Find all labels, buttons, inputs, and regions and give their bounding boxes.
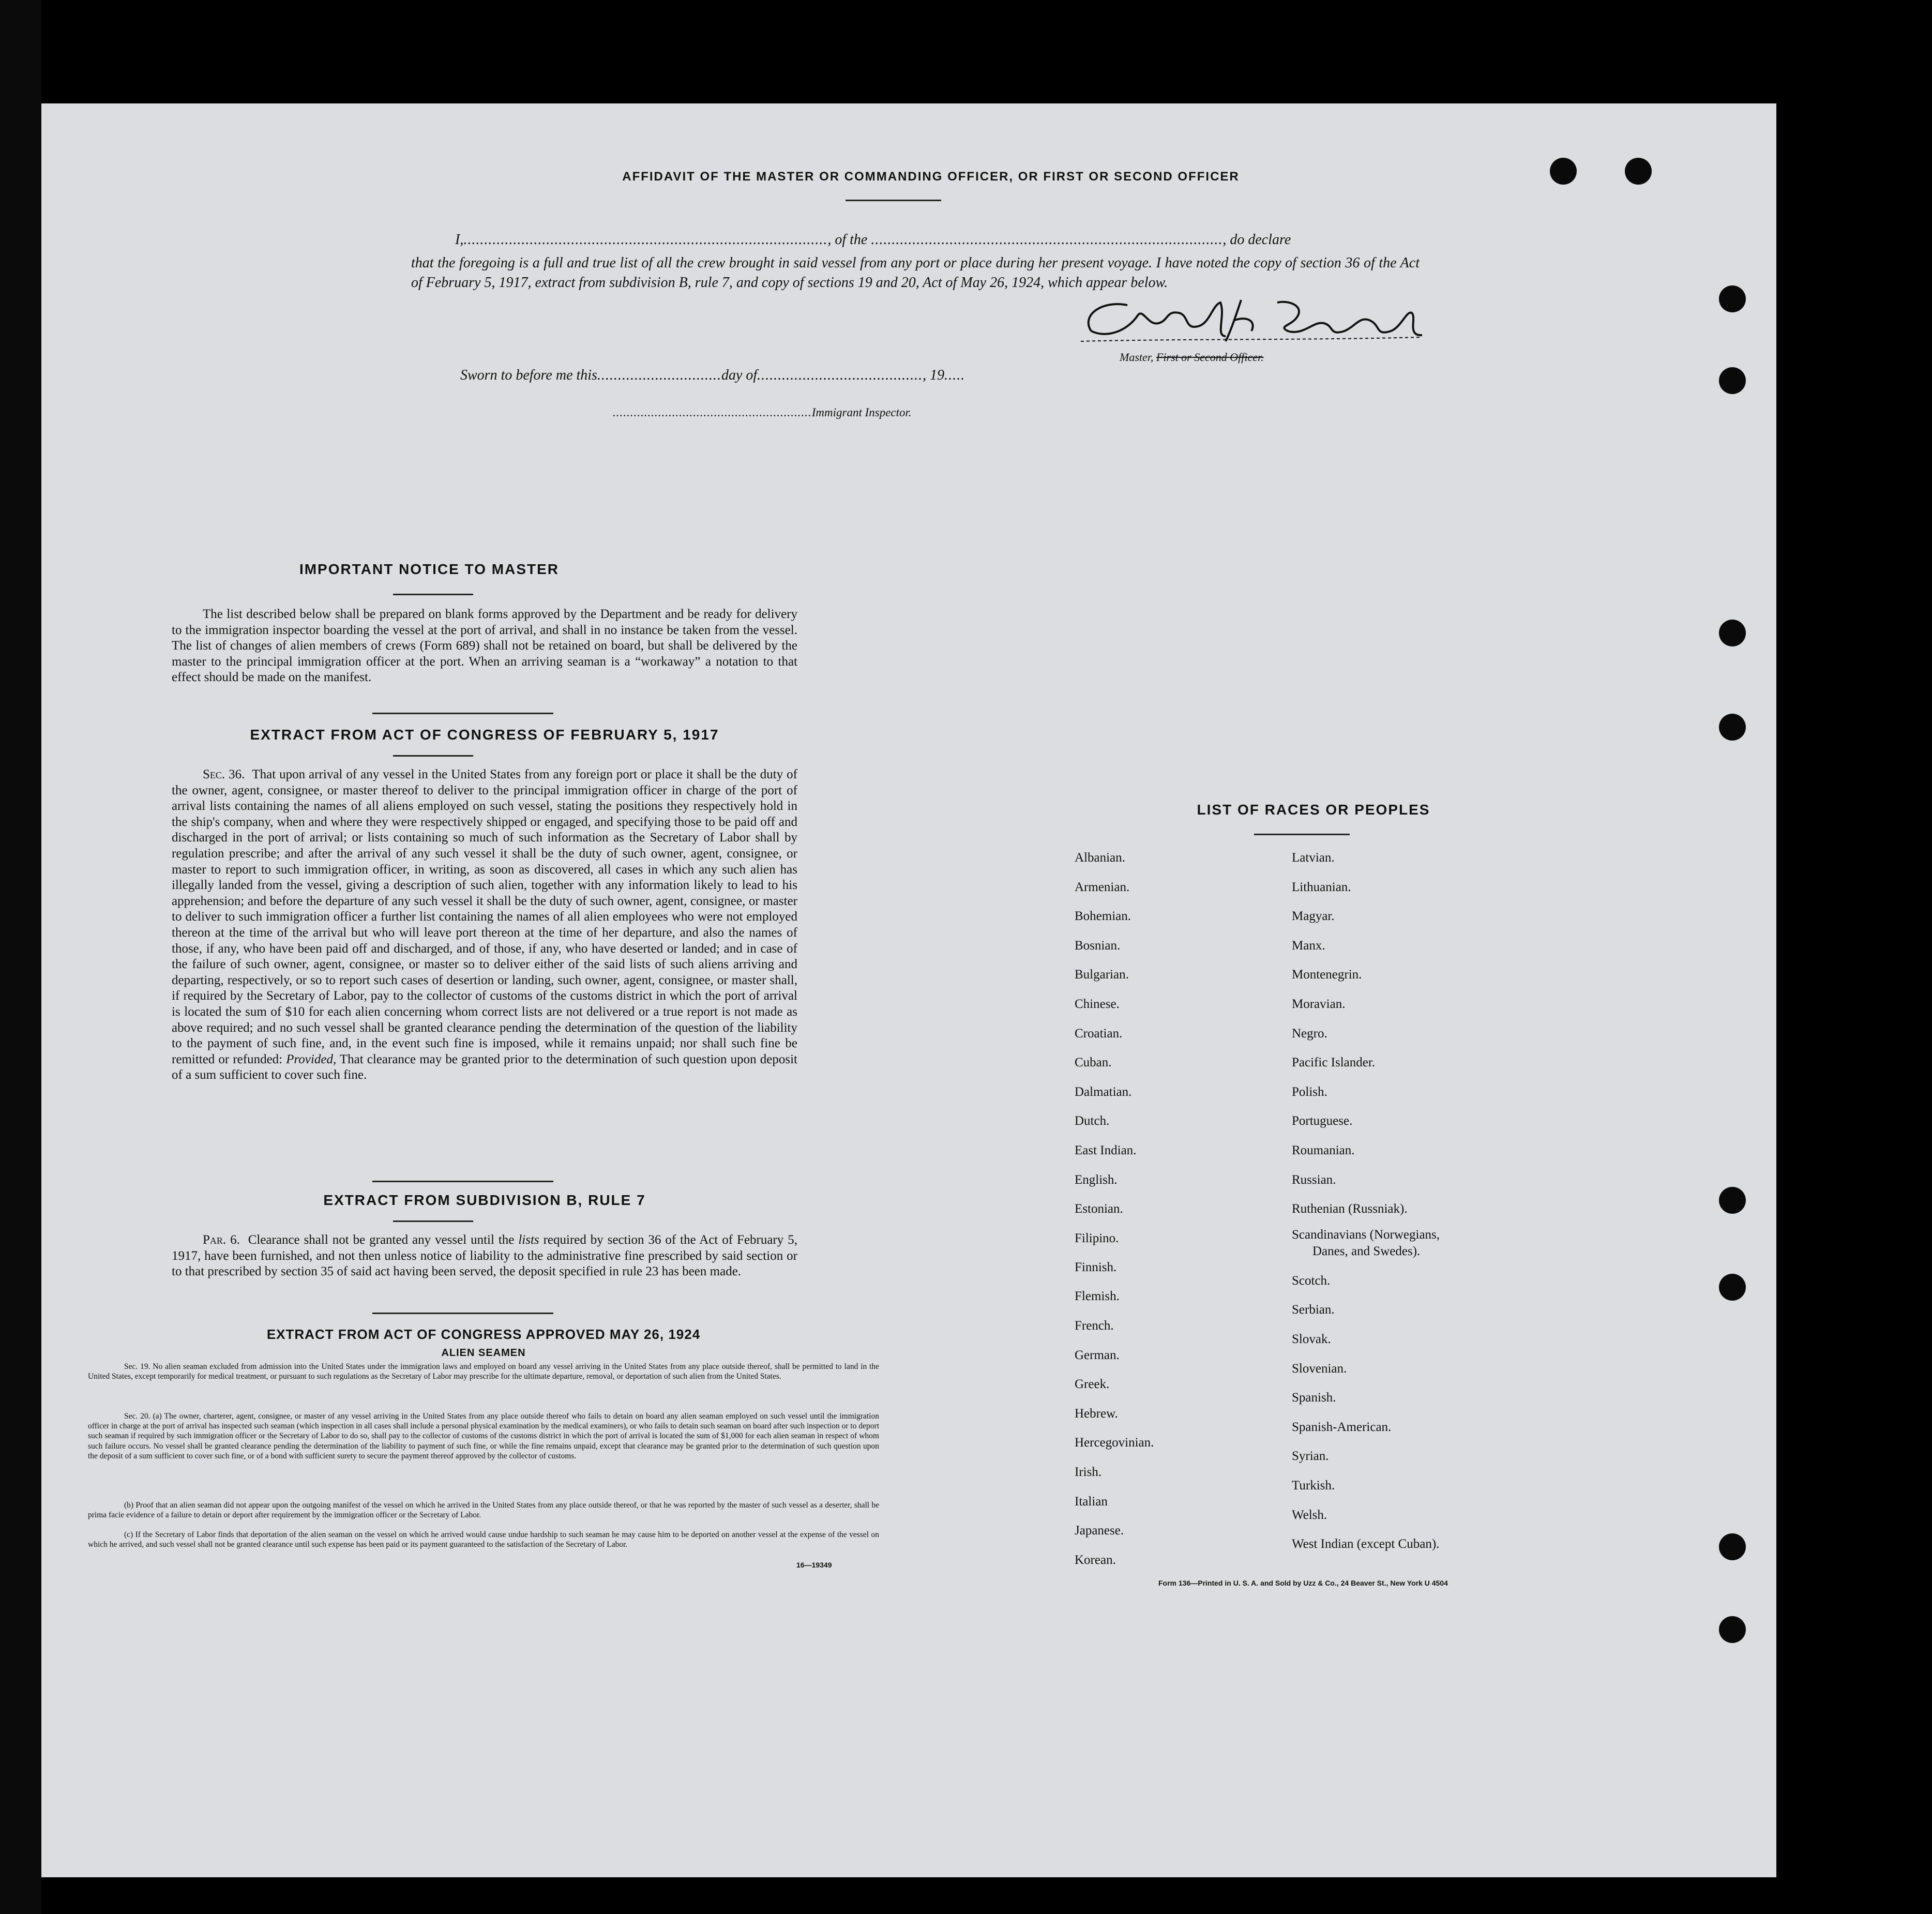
- form-printer-line: Form 136—Printed in U. S. A. and Sold by Uzz & Co., 24 Beaver St., New York U 4504: [1158, 1579, 1448, 1587]
- day-of-text: day of: [721, 367, 758, 383]
- notice-text: The list described below shall be prepared on blank forms approved by the Department and be ready for delivery to the immigration inspector boarding the vessel at the port of arrival, and shall in no instance be taken from the vessel. The list of changes of alien members of crews (Form 689) shall not be retained on board, but shall be delivered by the master to the principal immigration officer at the port. When an arriving seaman is a “workaway” a notation to that effect should be made on the manifest.: [172, 607, 797, 685]
- section-19-text: Sec. 19. No alien seaman excluded from admission into the United States under the immigration laws and employed on board any vessel arriving in the United States from any place outside thereof, shall be permitted to land in the United States, except temporarily for medical treatment, or pursuant to such regulations as the Secretary of Labor may prescribe for the ultimate departure, removal, or deportation of such alien from the United States.: [88, 1362, 879, 1381]
- right-race-item: Spanish-American.: [1292, 1420, 1392, 1434]
- left-race-item: Armenian.: [1075, 880, 1130, 894]
- year-prefix: , 19: [923, 367, 945, 383]
- notice-title: IMPORTANT NOTICE TO MASTER: [299, 561, 560, 577]
- left-race-item: Dalmatian.: [1075, 1084, 1132, 1099]
- punch-hole: [1719, 1274, 1746, 1301]
- notice-end-rule: [372, 713, 553, 714]
- rule-7-text-b: required by section 36 of the Act of February 5, 1917, have been furnished, and not then unless notice of liability to the administrative fine prescribed by said section or to that prescribed by section 35 of said act having been served, the deposit specified in rule 23 has been made.: [172, 1233, 797, 1279]
- left-race-item: Italian: [1075, 1494, 1108, 1509]
- right-race-item: Moravian.: [1292, 997, 1346, 1011]
- right-race-item: Montenegrin.: [1292, 968, 1362, 982]
- right-race-item: Pacific Islander.: [1292, 1056, 1376, 1070]
- left-race-item: Bosnian.: [1075, 938, 1121, 953]
- left-race-item: East Indian.: [1075, 1143, 1137, 1157]
- signature-caption: [1120, 351, 1264, 364]
- notice-title-rule: [393, 594, 473, 595]
- punch-hole: [1719, 620, 1746, 646]
- lists-word: lists: [518, 1233, 539, 1247]
- rule-7-text: [172, 1232, 797, 1280]
- left-race-item: Bulgarian.: [1075, 968, 1129, 982]
- right-race-item: Spanish.: [1292, 1391, 1336, 1405]
- left-race-item: Irish.: [1075, 1465, 1102, 1479]
- right-race-item: Portuguese.: [1292, 1114, 1353, 1128]
- sworn-text: Sworn to before me this: [460, 367, 597, 383]
- par-6-label: Par. 6.: [203, 1233, 240, 1247]
- punch-hole: [1719, 285, 1746, 312]
- left-race-item: Dutch.: [1075, 1114, 1110, 1128]
- day-blank: ..............................: [597, 367, 721, 383]
- right-race-item: Serbian.: [1292, 1303, 1335, 1317]
- sworn-line: [460, 367, 965, 384]
- month-blank: ........................................: [757, 367, 923, 383]
- right-race-item: Slovak.: [1292, 1332, 1331, 1346]
- inspector-blank: .........................................................: [613, 406, 812, 419]
- punch-hole: [1719, 367, 1746, 394]
- punch-hole: [1625, 158, 1652, 185]
- right-race-item: Manx.: [1292, 938, 1325, 953]
- right-race-item: Negro.: [1292, 1026, 1327, 1041]
- struck-officer-caption: First or Second Officer.: [1156, 351, 1264, 364]
- extract-1924-title: EXTRACT FROM ACT OF CONGRESS APPROVED MAY 26, 1924: [266, 1327, 701, 1342]
- section-36-text: [172, 767, 797, 1083]
- declaration-body: that the foregoing is a full and true list of all the crew brought in said vessel from any port or place during her present voyage. I have noted the copy of section 36 of the Act of February 5, 1917, extract from subdivision B, rule 7, and copy of sections 19 and 20, Act of May 26, 1924, which appear below.: [411, 255, 1420, 291]
- right-race-item: West Indian (except Cuban).: [1292, 1537, 1440, 1551]
- affidavit-title-rule: [846, 200, 941, 201]
- print-code: 16—19349: [796, 1561, 832, 1569]
- right-race-item: Welsh.: [1292, 1508, 1327, 1522]
- signature-graphic: [1070, 295, 1422, 352]
- left-race-item: Japanese.: [1075, 1524, 1124, 1538]
- right-race-item: Turkish.: [1292, 1479, 1335, 1493]
- left-race-item: Filipino.: [1075, 1231, 1119, 1245]
- right-race-item: Ruthenian (Russniak).: [1292, 1202, 1408, 1216]
- proviso-word: Provided,: [286, 1052, 337, 1066]
- inspector-line: [613, 406, 912, 419]
- punch-hole: [1719, 714, 1746, 741]
- left-race-item: Chinese.: [1075, 997, 1120, 1011]
- left-race-item: Flemish.: [1075, 1289, 1120, 1304]
- races-title-rule: [1254, 834, 1350, 835]
- left-race-item: Bohemian.: [1075, 909, 1131, 924]
- rule-7-rule: [393, 1220, 473, 1222]
- left-race-item: German.: [1075, 1348, 1120, 1362]
- right-race-item: Lithuanian.: [1292, 880, 1351, 894]
- section-20b-text: (b) Proof that an alien seaman did not appear upon the outgoing manifest of the vessel on which he arrived in the United States from any place outside thereof, or that he was reported by the master of such vessel as a deserter, shall be prima facie evidence of a failure to detain or deport after requirement by the immigration officer or the Secretary of Labor.: [88, 1501, 879, 1520]
- right-race-item: Danes, and Swedes).: [1312, 1244, 1421, 1259]
- extract-1917-title: EXTRACT FROM ACT OF CONGRESS OF FEBRUARY 5, 1917: [250, 727, 719, 743]
- punch-hole: [1719, 1616, 1746, 1643]
- section-20c-text: (c) If the Secretary of Labor finds that deportation of the alien seaman on the vessel on which he arrived would cause undue hardship to such seaman he may cause him to be deported on another vessel at the expense of the vessel on which he arrived, and such vessel shall not be granted clearance until such expense has been paid or its payment guaranteed to the satisfaction of the Secretary of Labor.: [88, 1530, 879, 1549]
- left-race-item: English.: [1075, 1172, 1118, 1187]
- document-page: [41, 103, 1776, 1877]
- right-race-item: Roumanian.: [1292, 1143, 1355, 1157]
- year-blank: .....: [944, 367, 965, 383]
- left-race-item: French.: [1075, 1319, 1114, 1333]
- section-36-label: Sec. 36.: [203, 767, 245, 781]
- vessel-name-blank: .....................................................................................: [871, 232, 1223, 248]
- left-race-item: Finnish.: [1075, 1260, 1117, 1274]
- section-36-body: That upon arrival of any vessel in the United States from any foreign port or place it shall be the duty of the owner, agent, consignee, or master thereof to deliver to the principal immigration officer in charge of the port of arrival lists containing the names of all aliens employed on such vessel, stating the positions they respectively hold in the ship's company, when and where they were respectively shipped or engaged, and specifying those to be paid off and discharged in the port of arrival; or lists containing so much of such information as the Secretary of Labor shall by regulation prescribe; and after the arrival of any such vessel it shall be the duty of such owner, agent, consignee, or master to report to such immigration officer, in writing, as soon as discovered, all cases in which any such alien has illegally landed from the vessel, giving a description of such alien, together with any information likely to lead to his apprehension; and before the departure of any such vessel it shall be the duty of such owner, agent, consignee, or master to deliver to such immigration officer a further list containing the names of all alien employees who were not employed thereon at the time of the arrival but who will leave port thereon at the time of her departure, and also the names of those, if any, who have been paid off and discharged, and of those, if any, who have deserted or landed; and in case of the failure of such owner, agent, consignee, or master so to deliver either of the said lists of such aliens arriving and departing, respectively, or so to report such cases of desertion or landing, such owner, agent, consignee, or master shall, if required by the Secretary of Labor, pay to the collector of customs of the customs district in which the port of arrival is located the sum of $10 for each alien concerning whom correct lists are not delivered or a true report is not made as above required; and no such vessel shall be granted clearance pending the determination of the question of the liability to the payment of such fine, and, in the event such fine is imposed, while it remains unpaid; nor shall such fine be remitted or refunded:: [172, 767, 798, 1066]
- declarant-name-blank: ........................................................................................: [463, 232, 828, 248]
- extract-1917-rule: [393, 755, 473, 757]
- rule-7-text-a: Clearance shall not be granted any vessel until the: [248, 1233, 515, 1247]
- left-race-item: Estonian.: [1075, 1202, 1123, 1216]
- declaration-line: [455, 232, 1420, 248]
- right-race-item: Scotch.: [1292, 1273, 1331, 1288]
- vessel-prefix: , of the: [827, 232, 868, 248]
- left-race-item: Albanian.: [1075, 851, 1125, 865]
- rule-7-end-rule: [372, 1313, 553, 1314]
- proviso-text: That clearance may be granted prior to the determination of such question upon deposit of a sum sufficient to cover such fine.: [172, 1052, 797, 1082]
- declare-text: , do declare: [1222, 232, 1291, 248]
- right-race-item: Syrian.: [1292, 1449, 1329, 1464]
- races-title: LIST OF RACES OR PEOPLES: [1197, 802, 1430, 818]
- left-race-item: Croatian.: [1075, 1026, 1123, 1041]
- declarant-prefix: I,: [455, 232, 464, 248]
- left-race-item: Cuban.: [1075, 1056, 1112, 1070]
- master-caption: Master,: [1120, 351, 1154, 364]
- punch-hole: [1550, 158, 1577, 185]
- right-race-item: Slovenian.: [1292, 1361, 1347, 1376]
- right-race-item: Scandinavians (Norwegians,: [1292, 1228, 1440, 1242]
- affidavit-title: AFFIDAVIT OF THE MASTER OR COMMANDING OFFICER, OR FIRST OR SECOND OFFICER: [622, 170, 1240, 184]
- extract-1917-end-rule: [372, 1181, 553, 1182]
- punch-hole: [1719, 1187, 1746, 1214]
- left-race-item: Greek.: [1075, 1377, 1110, 1392]
- left-dark-border: [0, 0, 41, 1914]
- punch-hole: [1719, 1533, 1746, 1560]
- section-20a-text: Sec. 20. (a) The owner, charterer, agent, consignee, or master of any vessel arriving in the United States from any place outside thereof who fails to detain on board any alien seaman employed on such vessel until the immigration officer in charge at the port of arrival has inspected such seaman (which inspection in all cases shall include a personal physical examination by the medical examiners), or who fails to detain such seaman on board after such inspection or to deport such seaman if required by such immigration officer or the Secretary of Labor to do so, shall pay to the collector of customs of the customs district in which the port of arrival is located the sum of $1,000 for each alien seaman in respect of whom such failure occurs. No vessel shall be granted clearance pending the determination of the liability to payment of such fine, or while the fine remains unpaid, except that clearance may be granted prior to the determination of such question upon the deposit of a sum sufficient to cover such fine, or of a bond with sufficient surety to secure the payment thereof approved by the collector of customs.: [88, 1412, 879, 1460]
- left-race-item: Hercegovinian.: [1075, 1436, 1154, 1450]
- left-race-item: Hebrew.: [1075, 1406, 1118, 1421]
- alien-seamen-subtitle: ALIEN SEAMEN: [441, 1347, 526, 1359]
- rule-7-title: EXTRACT FROM SUBDIVISION B, RULE 7: [323, 1192, 646, 1208]
- right-race-item: Polish.: [1292, 1084, 1327, 1099]
- left-race-item: Korean.: [1075, 1553, 1116, 1567]
- right-race-item: Latvian.: [1292, 851, 1335, 865]
- inspector-caption: Immigrant Inspector.: [811, 406, 912, 419]
- right-race-item: Russian.: [1292, 1172, 1336, 1187]
- right-race-item: Magyar.: [1292, 909, 1335, 924]
- master-signature: [1070, 295, 1422, 352]
